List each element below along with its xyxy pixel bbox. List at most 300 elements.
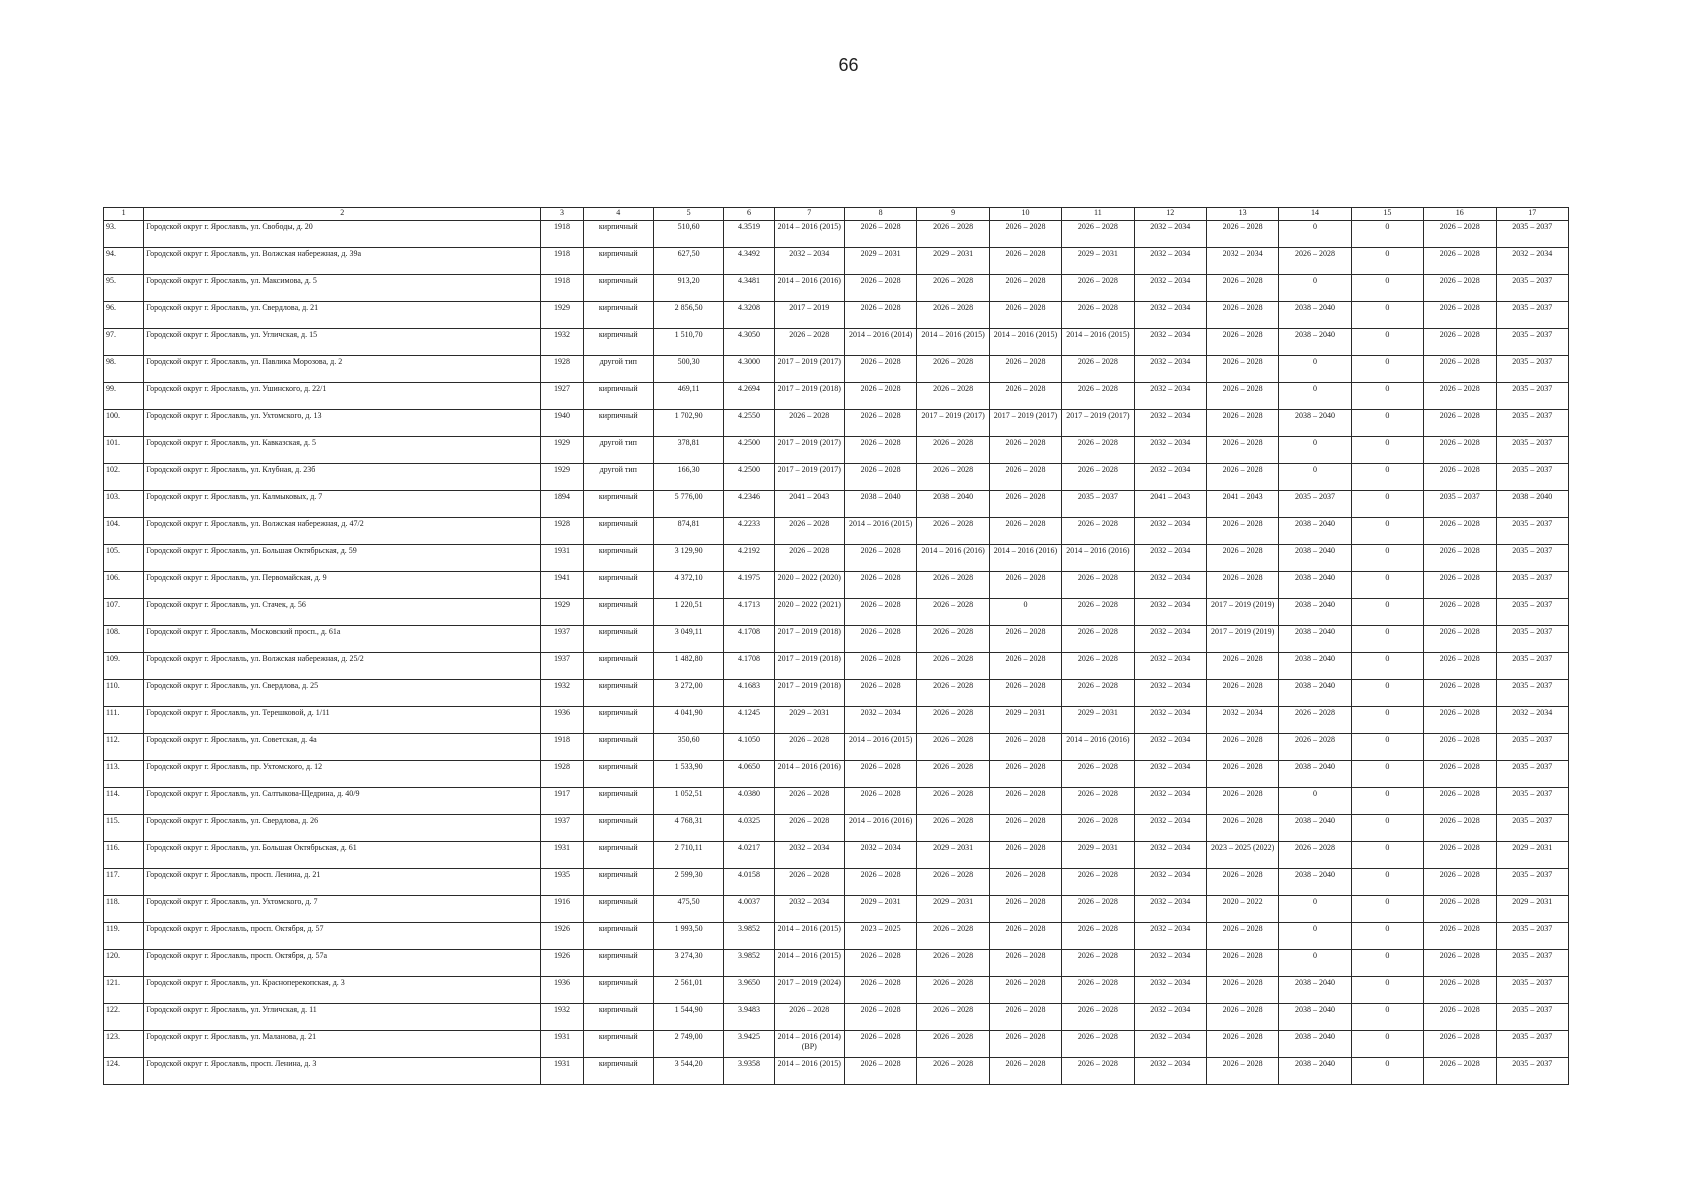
- table-cell: 2026 – 2028: [917, 869, 989, 896]
- column-header: 3: [541, 208, 583, 221]
- table-cell: 4.3050: [724, 329, 774, 356]
- address-cell: Городской округ г. Ярославль, ул. Свердлова, д. 21: [144, 302, 541, 329]
- table-cell: 2026 – 2028: [917, 221, 989, 248]
- address-cell: Городской округ г. Ярославль, ул. Угличская, д. 11: [144, 1004, 541, 1031]
- table-cell: 2026 – 2028: [844, 599, 916, 626]
- table-cell: 2038 – 2040: [1279, 1004, 1351, 1031]
- table-cell: 2026 – 2028: [989, 1004, 1061, 1031]
- table-cell: кирпичный: [583, 491, 653, 518]
- table-cell: 4.2192: [724, 545, 774, 572]
- address-cell: Городской округ г. Ярославль, ул. Волжская набережная, д. 39а: [144, 248, 541, 275]
- table-cell: 0: [1279, 383, 1351, 410]
- table-cell: 0: [1351, 437, 1423, 464]
- address-cell: Городской округ г. Ярославль, ул. Ухтомского, д. 13: [144, 410, 541, 437]
- table-cell: 2026 – 2028: [1424, 680, 1496, 707]
- table-cell: 2026 – 2028: [1424, 815, 1496, 842]
- table-cell: 2032 – 2034: [1496, 707, 1569, 734]
- table-cell: 2026 – 2028: [917, 275, 989, 302]
- table-cell: 1918: [541, 734, 583, 761]
- table-cell: 2026 – 2028: [989, 356, 1061, 383]
- table-row: [104, 275, 1569, 302]
- table-cell: 2032 – 2034: [1134, 329, 1206, 356]
- table-cell: 2026 – 2028: [1206, 761, 1278, 788]
- table-cell: 2017 – 2019 (2024): [774, 977, 844, 1004]
- table-cell: 2032 – 2034: [1134, 869, 1206, 896]
- row-number-cell: 122.: [104, 1004, 144, 1031]
- table-cell: 1927: [541, 383, 583, 410]
- table-cell: 2026 – 2028: [917, 1058, 989, 1085]
- table-cell: 2035 – 2037: [1496, 680, 1569, 707]
- table-cell: 4.0650: [724, 761, 774, 788]
- table-cell: кирпичный: [583, 383, 653, 410]
- table-cell: 2026 – 2028: [1279, 842, 1351, 869]
- table-cell: кирпичный: [583, 221, 653, 248]
- table-cell: 4.2500: [724, 464, 774, 491]
- table-cell: 2026 – 2028: [1206, 356, 1278, 383]
- table-cell: 1931: [541, 1031, 583, 1058]
- table-row: [104, 680, 1569, 707]
- table-cell: 0: [1351, 491, 1423, 518]
- table-cell: 475,50: [653, 896, 723, 923]
- row-number-cell: 123.: [104, 1031, 144, 1058]
- table-cell: 2026 – 2028: [989, 734, 1061, 761]
- table-cell: 2026 – 2028: [989, 302, 1061, 329]
- table-cell: 2035 – 2037: [1496, 545, 1569, 572]
- table-cell: 2026 – 2028: [989, 1058, 1061, 1085]
- table-cell: 2017 – 2019 (2019): [1206, 599, 1278, 626]
- table-cell: 2026 – 2028: [1206, 734, 1278, 761]
- table-cell: 2023 – 2025: [844, 923, 916, 950]
- table-cell: 2020 – 2022: [1206, 896, 1278, 923]
- table-row: [104, 977, 1569, 1004]
- table-cell: 2035 – 2037: [1496, 410, 1569, 437]
- table-cell: 2026 – 2028: [1424, 302, 1496, 329]
- table-cell: кирпичный: [583, 950, 653, 977]
- table-cell: 2032 – 2034: [1134, 221, 1206, 248]
- table-cell: 2026 – 2028: [917, 437, 989, 464]
- table-cell: 1928: [541, 761, 583, 788]
- table-cell: 0: [1351, 356, 1423, 383]
- table-cell: 0: [1351, 518, 1423, 545]
- row-number-cell: 100.: [104, 410, 144, 437]
- table-cell: 2041 – 2043: [1134, 491, 1206, 518]
- table-cell: 2026 – 2028: [1424, 1031, 1496, 1058]
- table-cell: 2026 – 2028: [1424, 842, 1496, 869]
- column-header: 15: [1351, 208, 1423, 221]
- table-cell: 2026 – 2028: [1206, 950, 1278, 977]
- row-number-cell: 116.: [104, 842, 144, 869]
- table-cell: 2026 – 2028: [844, 545, 916, 572]
- table-cell: 0: [1351, 950, 1423, 977]
- table-cell: 2035 – 2037: [1496, 923, 1569, 950]
- table-cell: 1935: [541, 869, 583, 896]
- table-cell: 2026 – 2028: [917, 626, 989, 653]
- table-cell: другой тип: [583, 437, 653, 464]
- table-cell: 2026 – 2028: [1424, 410, 1496, 437]
- table-cell: 2026 – 2028: [1206, 572, 1278, 599]
- table-cell: 3 049,11: [653, 626, 723, 653]
- table-cell: кирпичный: [583, 248, 653, 275]
- row-number-cell: 109.: [104, 653, 144, 680]
- table-cell: 2014 – 2016 (2015): [917, 329, 989, 356]
- table-cell: 1932: [541, 1004, 583, 1031]
- table-cell: 1931: [541, 545, 583, 572]
- table-cell: 0: [1351, 221, 1423, 248]
- table-row: [104, 518, 1569, 545]
- table-cell: 2026 – 2028: [1062, 572, 1134, 599]
- table-cell: 2026 – 2028: [1062, 1031, 1134, 1058]
- table-cell: 4 041,90: [653, 707, 723, 734]
- table-row: [104, 491, 1569, 518]
- table-cell: кирпичный: [583, 626, 653, 653]
- table-cell: 2026 – 2028: [1424, 599, 1496, 626]
- table-cell: 2026 – 2028: [1424, 275, 1496, 302]
- row-number-cell: 99.: [104, 383, 144, 410]
- table-cell: 2017 – 2019 (2017): [989, 410, 1061, 437]
- table-cell: 2026 – 2028: [989, 491, 1061, 518]
- table-cell: 2026 – 2028: [917, 599, 989, 626]
- column-header: 6: [724, 208, 774, 221]
- table-cell: 2041 – 2043: [1206, 491, 1278, 518]
- address-cell: Городской округ г. Ярославль, ул. Салтыкова-Щедрина, д. 40/9: [144, 788, 541, 815]
- table-cell: кирпичный: [583, 761, 653, 788]
- table-cell: 2032 – 2034: [1134, 788, 1206, 815]
- table-cell: 2026 – 2028: [989, 788, 1061, 815]
- row-number-cell: 107.: [104, 599, 144, 626]
- row-number-cell: 104.: [104, 518, 144, 545]
- row-number-cell: 119.: [104, 923, 144, 950]
- table-cell: 2026 – 2028: [844, 761, 916, 788]
- table-cell: 2026 – 2028: [1206, 1004, 1278, 1031]
- table-cell: 2026 – 2028: [989, 275, 1061, 302]
- table-cell: 2026 – 2028: [1062, 653, 1134, 680]
- table-cell: 2038 – 2040: [1279, 599, 1351, 626]
- table-cell: 2014 – 2016 (2016): [774, 275, 844, 302]
- table-cell: 2026 – 2028: [1424, 545, 1496, 572]
- table-cell: 2032 – 2034: [844, 707, 916, 734]
- table-cell: 2032 – 2034: [1206, 248, 1278, 275]
- address-cell: Городской округ г. Ярославль, ул. Советская, д. 4а: [144, 734, 541, 761]
- table-cell: 2017 – 2019 (2018): [774, 680, 844, 707]
- table-cell: 2026 – 2028: [1206, 383, 1278, 410]
- table-cell: 627,50: [653, 248, 723, 275]
- table-cell: 2032 – 2034: [1134, 842, 1206, 869]
- table-row: [104, 302, 1569, 329]
- table-cell: 0: [1279, 923, 1351, 950]
- table-cell: 2026 – 2028: [1206, 410, 1278, 437]
- table-cell: кирпичный: [583, 653, 653, 680]
- row-number-cell: 111.: [104, 707, 144, 734]
- table-cell: 2014 – 2016 (2015): [1062, 329, 1134, 356]
- table-cell: 1937: [541, 653, 583, 680]
- table-cell: 0: [1351, 302, 1423, 329]
- table-cell: 4.2550: [724, 410, 774, 437]
- table-cell: 2026 – 2028: [917, 653, 989, 680]
- table-cell: 2038 – 2040: [1279, 761, 1351, 788]
- table-cell: 0: [1351, 1031, 1423, 1058]
- table-cell: 2026 – 2028: [774, 410, 844, 437]
- table-cell: 2026 – 2028: [1424, 572, 1496, 599]
- table-cell: 2026 – 2028: [917, 464, 989, 491]
- table-cell: 2 710,11: [653, 842, 723, 869]
- table-cell: 2017 – 2019 (2017): [917, 410, 989, 437]
- table-cell: 2014 – 2016 (2016): [844, 815, 916, 842]
- table-cell: 2032 – 2034: [1134, 680, 1206, 707]
- address-cell: Городской округ г. Ярославль, ул. Клубная, д. 23б: [144, 464, 541, 491]
- table-cell: 2032 – 2034: [1134, 302, 1206, 329]
- address-cell: Городской округ г. Ярославль, ул. Большая Октябрьская, д. 61: [144, 842, 541, 869]
- table-cell: 2026 – 2028: [1062, 464, 1134, 491]
- table-cell: 2038 – 2040: [917, 491, 989, 518]
- table-cell: 378,81: [653, 437, 723, 464]
- table-cell: 2038 – 2040: [1279, 1058, 1351, 1085]
- table-cell: 1 220,51: [653, 599, 723, 626]
- row-number-cell: 97.: [104, 329, 144, 356]
- table-cell: 2026 – 2028: [844, 383, 916, 410]
- table-cell: 0: [1351, 788, 1423, 815]
- table-cell: 2026 – 2028: [844, 626, 916, 653]
- table-cell: 2032 – 2034: [1134, 1031, 1206, 1058]
- row-number-cell: 113.: [104, 761, 144, 788]
- table-cell: 2026 – 2028: [1424, 464, 1496, 491]
- table-cell: 3.9425: [724, 1031, 774, 1058]
- table-cell: 1918: [541, 221, 583, 248]
- header-row: [104, 208, 1569, 221]
- table-cell: 3 129,90: [653, 545, 723, 572]
- address-cell: Городской округ г. Ярославль, ул. Свердлова, д. 25: [144, 680, 541, 707]
- table-cell: 4.1050: [724, 734, 774, 761]
- table-cell: 2026 – 2028: [1424, 707, 1496, 734]
- table-cell: 1940: [541, 410, 583, 437]
- table-cell: 2026 – 2028: [844, 437, 916, 464]
- table-cell: 0: [1351, 761, 1423, 788]
- table-cell: 2026 – 2028: [1206, 1031, 1278, 1058]
- table-row: [104, 923, 1569, 950]
- table-cell: 4.1713: [724, 599, 774, 626]
- address-cell: Городской округ г. Ярославль, просп. Октября, д. 57а: [144, 950, 541, 977]
- table-row: [104, 329, 1569, 356]
- table-cell: 2035 – 2037: [1496, 464, 1569, 491]
- table-cell: 2026 – 2028: [917, 572, 989, 599]
- table-row: [104, 788, 1569, 815]
- table-cell: 2026 – 2028: [1206, 275, 1278, 302]
- table-cell: 2026 – 2028: [1206, 977, 1278, 1004]
- table-cell: 2029 – 2031: [989, 707, 1061, 734]
- table-cell: 2038 – 2040: [1279, 1031, 1351, 1058]
- row-number-cell: 93.: [104, 221, 144, 248]
- table-cell: 2026 – 2028: [1062, 518, 1134, 545]
- table-cell: 2032 – 2034: [1134, 356, 1206, 383]
- table-cell: 2026 – 2028: [1279, 734, 1351, 761]
- table-cell: кирпичный: [583, 842, 653, 869]
- table-cell: 4.2694: [724, 383, 774, 410]
- table-cell: 2035 – 2037: [1496, 815, 1569, 842]
- table-cell: 2026 – 2028: [1424, 248, 1496, 275]
- table-cell: 2026 – 2028: [917, 815, 989, 842]
- table-cell: 2032 – 2034: [1134, 1004, 1206, 1031]
- table-row: [104, 248, 1569, 275]
- table-cell: 0: [1351, 275, 1423, 302]
- table-row: [104, 1004, 1569, 1031]
- table-cell: 2038 – 2040: [1279, 869, 1351, 896]
- table-cell: 0: [1351, 869, 1423, 896]
- table-cell: 3 272,00: [653, 680, 723, 707]
- row-number-cell: 102.: [104, 464, 144, 491]
- table-row: [104, 842, 1569, 869]
- table-row: [104, 869, 1569, 896]
- table-cell: 2026 – 2028: [844, 1058, 916, 1085]
- address-cell: Городской округ г. Ярославль, ул. Павлика Морозова, д. 2: [144, 356, 541, 383]
- table-cell: 2 561,01: [653, 977, 723, 1004]
- table-cell: 0: [1279, 356, 1351, 383]
- table-cell: 2032 – 2034: [1134, 599, 1206, 626]
- table-cell: 2029 – 2031: [917, 896, 989, 923]
- address-cell: Городской округ г. Ярославль, ул. Угличская, д. 15: [144, 329, 541, 356]
- table-cell: 1 544,90: [653, 1004, 723, 1031]
- table-cell: 2026 – 2028: [917, 1004, 989, 1031]
- table-cell: 2026 – 2028: [774, 815, 844, 842]
- table-cell: 4.1708: [724, 626, 774, 653]
- table-cell: 2026 – 2028: [989, 572, 1061, 599]
- table-cell: кирпичный: [583, 896, 653, 923]
- table-cell: 2026 – 2028: [1206, 518, 1278, 545]
- table-cell: кирпичный: [583, 545, 653, 572]
- table-cell: 2026 – 2028: [1424, 950, 1496, 977]
- table-cell: 2026 – 2028: [844, 275, 916, 302]
- table-cell: 2017 – 2019 (2018): [774, 383, 844, 410]
- table-row: [104, 1031, 1569, 1058]
- table-cell: кирпичный: [583, 302, 653, 329]
- table-cell: 1 482,80: [653, 653, 723, 680]
- table-cell: 4.1683: [724, 680, 774, 707]
- table-cell: 2026 – 2028: [989, 626, 1061, 653]
- table-cell: 2014 – 2016 (2015): [774, 950, 844, 977]
- table-cell: 2035 – 2037: [1496, 599, 1569, 626]
- table-cell: 1929: [541, 464, 583, 491]
- table-cell: 2026 – 2028: [917, 707, 989, 734]
- table-cell: 4.3208: [724, 302, 774, 329]
- table-cell: 2032 – 2034: [1134, 626, 1206, 653]
- table-cell: кирпичный: [583, 275, 653, 302]
- table-cell: 1928: [541, 356, 583, 383]
- column-header: 5: [653, 208, 723, 221]
- table-cell: 2026 – 2028: [1062, 275, 1134, 302]
- address-cell: Городской округ г. Ярославль, пр. Ухтомского, д. 12: [144, 761, 541, 788]
- table-cell: 2032 – 2034: [1134, 275, 1206, 302]
- table-cell: 2026 – 2028: [844, 950, 916, 977]
- table-cell: 2032 – 2034: [1134, 950, 1206, 977]
- table-cell: 2026 – 2028: [989, 437, 1061, 464]
- table-cell: 0: [1351, 977, 1423, 1004]
- address-cell: Городской округ г. Ярославль, ул. Терешковой, д. 1/11: [144, 707, 541, 734]
- table-cell: 4.3481: [724, 275, 774, 302]
- table-cell: 2032 – 2034: [1134, 1058, 1206, 1085]
- table-cell: 2014 – 2016 (2014): [844, 329, 916, 356]
- table-cell: 2026 – 2028: [844, 410, 916, 437]
- table-cell: 350,60: [653, 734, 723, 761]
- table-cell: 0: [1351, 842, 1423, 869]
- table-cell: 2026 – 2028: [844, 221, 916, 248]
- table-cell: 3.9852: [724, 923, 774, 950]
- table-cell: 0: [1351, 383, 1423, 410]
- table-cell: 4.0037: [724, 896, 774, 923]
- table-cell: 2032 – 2034: [1134, 437, 1206, 464]
- table-cell: 0: [1351, 410, 1423, 437]
- table-cell: 2026 – 2028: [917, 923, 989, 950]
- table-cell: 2038 – 2040: [1279, 680, 1351, 707]
- table-cell: 3 274,30: [653, 950, 723, 977]
- table-cell: 1937: [541, 626, 583, 653]
- table-cell: 2026 – 2028: [1424, 626, 1496, 653]
- table-cell: 2026 – 2028: [917, 383, 989, 410]
- table-cell: 3.9483: [724, 1004, 774, 1031]
- table-row: [104, 410, 1569, 437]
- table-cell: 2026 – 2028: [1062, 923, 1134, 950]
- column-header: 13: [1206, 208, 1278, 221]
- table-cell: 1929: [541, 437, 583, 464]
- table-cell: кирпичный: [583, 734, 653, 761]
- table-cell: 2032 – 2034: [1134, 545, 1206, 572]
- table-cell: 1 510,70: [653, 329, 723, 356]
- table-cell: 2032 – 2034: [844, 842, 916, 869]
- table-cell: 2029 – 2031: [774, 707, 844, 734]
- table-cell: 2026 – 2028: [1424, 383, 1496, 410]
- table-cell: кирпичный: [583, 572, 653, 599]
- table-cell: 874,81: [653, 518, 723, 545]
- table-cell: 1918: [541, 275, 583, 302]
- table-cell: 2026 – 2028: [1062, 1004, 1134, 1031]
- table-cell: 2014 – 2016 (2015): [774, 923, 844, 950]
- table-row: [104, 815, 1569, 842]
- table-cell: 2032 – 2034: [1134, 977, 1206, 1004]
- table-cell: 4.1975: [724, 572, 774, 599]
- table-cell: 2026 – 2028: [844, 356, 916, 383]
- table-cell: 2038 – 2040: [844, 491, 916, 518]
- table-cell: 2026 – 2028: [1206, 545, 1278, 572]
- table-cell: 2035 – 2037: [1279, 491, 1351, 518]
- table-cell: 1917: [541, 788, 583, 815]
- table-cell: 2038 – 2040: [1279, 410, 1351, 437]
- table-cell: 3.9650: [724, 977, 774, 1004]
- table-row: [104, 545, 1569, 572]
- row-number-cell: 96.: [104, 302, 144, 329]
- table-cell: 0: [1279, 896, 1351, 923]
- table-cell: кирпичный: [583, 869, 653, 896]
- table-cell: 2026 – 2028: [1424, 437, 1496, 464]
- table-cell: 2017 – 2019 (2017): [774, 356, 844, 383]
- table-cell: 0: [1351, 923, 1423, 950]
- table-cell: 2026 – 2028: [917, 761, 989, 788]
- table-cell: 2026 – 2028: [1206, 923, 1278, 950]
- table-cell: 2017 – 2019: [774, 302, 844, 329]
- table-cell: 1926: [541, 923, 583, 950]
- table-cell: 1 533,90: [653, 761, 723, 788]
- table-cell: 2026 – 2028: [989, 464, 1061, 491]
- column-header: 4: [583, 208, 653, 221]
- table-cell: 2026 – 2028: [1062, 356, 1134, 383]
- table-cell: 4 372,10: [653, 572, 723, 599]
- address-cell: Городской округ г. Ярославль, просп. Октября, д. 57: [144, 923, 541, 950]
- table-cell: 2029 – 2031: [917, 842, 989, 869]
- row-number-cell: 114.: [104, 788, 144, 815]
- table-cell: 2026 – 2028: [1424, 1004, 1496, 1031]
- table-cell: 2026 – 2028: [1424, 896, 1496, 923]
- table-cell: 2032 – 2034: [1134, 248, 1206, 275]
- table-cell: 2026 – 2028: [917, 356, 989, 383]
- table-cell: 2029 – 2031: [844, 248, 916, 275]
- table-cell: 2026 – 2028: [989, 869, 1061, 896]
- table-cell: 2017 – 2019 (2018): [774, 626, 844, 653]
